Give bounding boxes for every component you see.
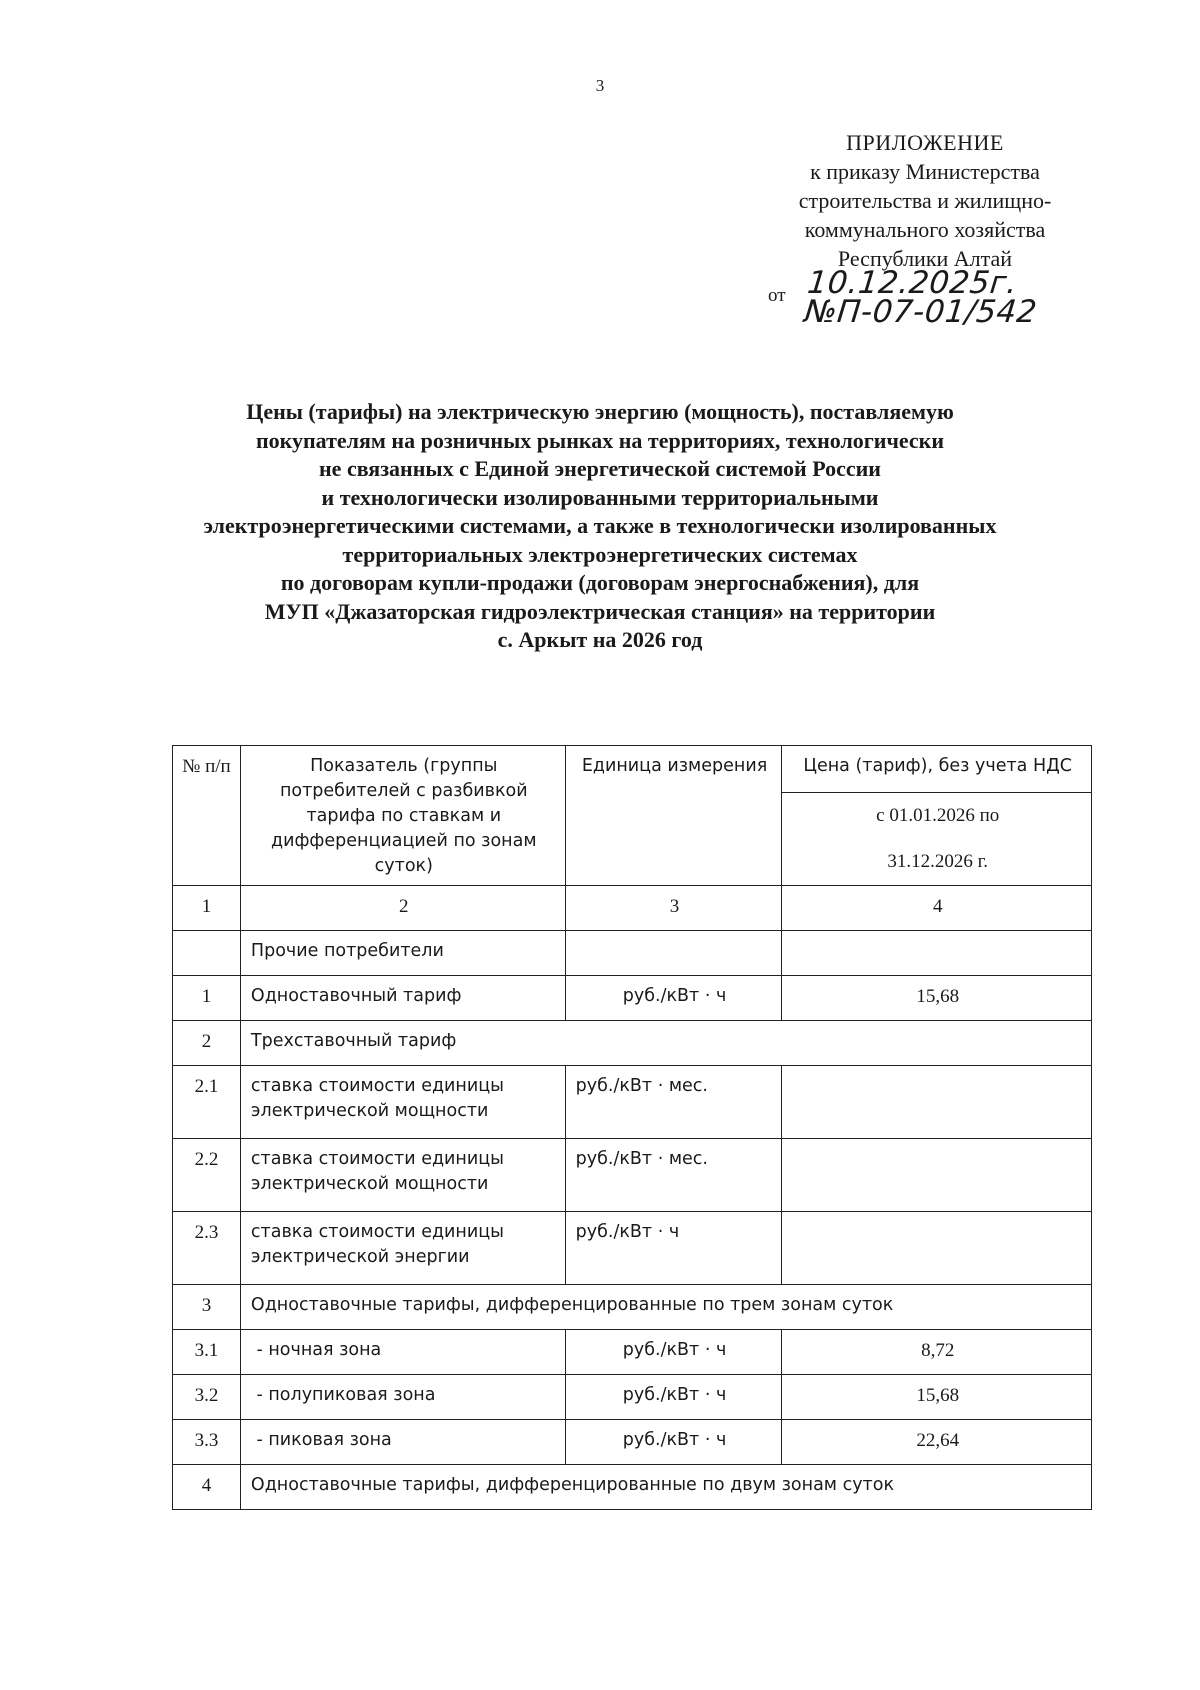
section-label: Прочие потребители — [240, 931, 565, 976]
cell-price: 22,64 — [782, 1420, 1092, 1465]
cell-name: Одноставочные тарифы, дифференцированные по двум зонам суток — [240, 1465, 1091, 1510]
table-row — [173, 1066, 1092, 1139]
cell-price — [782, 1212, 1092, 1285]
table-row — [173, 1420, 1092, 1465]
cell-unit: руб./кВт · мес. — [565, 1139, 782, 1212]
cell-name: - пиковая зона — [240, 1420, 565, 1465]
table-row — [173, 1021, 1092, 1066]
cell-num: 3 — [173, 1285, 241, 1330]
table-row — [173, 1330, 1092, 1375]
title-line: МУП «Джазаторская гидроэлектрическая станция» на территории — [264, 598, 936, 624]
appendix-line: к приказу Министерства — [810, 159, 1040, 184]
cell-num: 2.1 — [173, 1066, 241, 1139]
table-row — [173, 1285, 1092, 1330]
cell-price: 15,68 — [782, 976, 1092, 1021]
cell-num: 3.2 — [173, 1375, 241, 1420]
column-number: 1 — [173, 886, 241, 931]
table-row — [173, 1375, 1092, 1420]
table-row — [173, 976, 1092, 1021]
appendix-line: коммунального хозяйства — [804, 217, 1046, 242]
cell-name: - полупиковая зона — [240, 1375, 565, 1420]
header-num: № п/п — [173, 746, 241, 886]
cell-name: ставка стоимости единицы электрической мощности — [240, 1139, 565, 1212]
cell-name: Одноставочные тарифы, дифференцированные по трем зонам суток — [240, 1285, 1091, 1330]
title-line: не связанных с Единой энергетической системой России — [319, 456, 881, 481]
cell-unit — [565, 931, 782, 976]
cell-name: Трехставочный тариф — [240, 1021, 1091, 1066]
cell-name: ставка стоимости единицы электрической мощности — [240, 1066, 565, 1139]
title-line: по договорам купли-продажи (договорам энергоснабжения), для — [280, 570, 920, 595]
cell-unit: руб./кВт · ч — [565, 1375, 782, 1420]
cell-num: 3.1 — [173, 1330, 241, 1375]
title-line: с. Аркыт на 2026 год — [497, 627, 703, 652]
cell-unit: руб./кВт · ч — [565, 976, 782, 1021]
column-number: 3 — [565, 886, 782, 931]
document-title — [100, 398, 1100, 655]
cell-price: 8,72 — [782, 1330, 1092, 1375]
header-period — [782, 793, 1092, 886]
table-header-row — [173, 746, 1092, 793]
appendix-title: ПРИЛОЖЕНИЕ — [846, 130, 1004, 155]
cell-price — [782, 1066, 1092, 1139]
cell-unit: руб./кВт · ч — [565, 1330, 782, 1375]
title-line: и технологически изолированными территориальными — [321, 484, 879, 510]
appendix-header — [760, 128, 1090, 330]
title-line: Цены (тарифы) на электрическую энергию (мощность), поставляемую — [246, 399, 954, 424]
cell-num — [173, 931, 241, 976]
from-label: от — [768, 285, 786, 306]
appendix-line: Республики Алтай — [837, 246, 1013, 271]
header-price: Цена (тариф), без учета НДС — [782, 746, 1092, 793]
period-end: 31.12.2026 г. — [887, 851, 989, 872]
period-start: с 01.01.2026 по — [876, 805, 1000, 826]
cell-price: 15,68 — [782, 1375, 1092, 1420]
cell-unit: руб./кВт · ч — [565, 1212, 782, 1285]
table-row — [173, 1212, 1092, 1285]
appendix-line: строительства и жилищно- — [798, 188, 1052, 213]
handwritten-order-number: 10.12.2025г. №П-07-01/542 — [802, 265, 1039, 330]
cell-unit: руб./кВт · мес. — [565, 1066, 782, 1139]
cell-num: 4 — [173, 1465, 241, 1510]
table-row — [173, 1139, 1092, 1212]
table-row — [173, 931, 1092, 976]
table-row — [173, 1465, 1092, 1510]
cell-name: - ночная зона — [240, 1330, 565, 1375]
cell-price — [782, 1139, 1092, 1212]
cell-num: 2 — [173, 1021, 241, 1066]
header-indicator: Показатель (группы потребителей с разбивкой тарифа по ставкам и дифференциацией по зонам суток) — [240, 746, 565, 886]
column-number: 2 — [240, 886, 565, 931]
cell-num: 2.2 — [173, 1139, 241, 1212]
tariff-table — [172, 745, 1092, 1510]
cell-num: 1 — [173, 976, 241, 1021]
title-line: электроэнергетическими системами, а также в технологически изолированных — [203, 513, 997, 538]
title-line: территориальных электроэнергетических системах — [342, 541, 858, 567]
page-number: 3 — [595, 76, 605, 95]
column-numbers-row — [173, 886, 1092, 931]
cell-unit: руб./кВт · ч — [565, 1420, 782, 1465]
title-line: покупателям на розничных рынках на территориях, технологически — [255, 427, 945, 453]
cell-num: 2.3 — [173, 1212, 241, 1285]
header-unit: Единица измерения — [565, 746, 782, 886]
cell-price — [782, 931, 1092, 976]
cell-num: 3.3 — [173, 1420, 241, 1465]
order-date-line — [760, 265, 1090, 330]
cell-name: Одноставочный тариф — [240, 976, 565, 1021]
cell-name: ставка стоимости единицы электрической энергии — [240, 1212, 565, 1285]
column-number: 4 — [782, 886, 1092, 931]
